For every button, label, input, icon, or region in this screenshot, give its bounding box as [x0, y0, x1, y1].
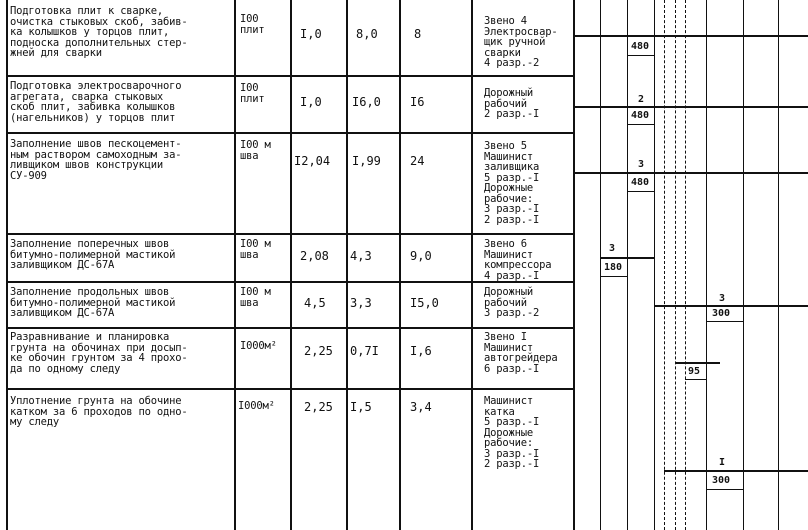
gantt-worker-count: 3: [719, 293, 726, 304]
gantt-bar: [676, 362, 720, 364]
gantt-cell-underline: [600, 276, 627, 277]
norm-cell: 4,3: [350, 249, 372, 263]
labor-cell: I6: [410, 95, 425, 109]
unit-cell: I00 м шва: [240, 238, 271, 261]
gantt-duration-label: 300: [712, 475, 731, 486]
row-divider: [6, 75, 574, 77]
column-divider: [573, 0, 575, 530]
quantity-cell: I,0: [300, 95, 322, 109]
quantity-cell: 2,25: [304, 344, 333, 358]
gantt-worker-count: 3: [638, 159, 645, 170]
quantity-cell: 4,5: [304, 296, 326, 310]
crew-cell: Звено I Машинист автогрейдера 6 разр.-I: [484, 331, 558, 375]
gantt-bar: [654, 305, 808, 307]
column-divider: [290, 0, 292, 530]
crew-cell: Звено 4 Электросвар- щик ручной сварки 4 разр.-2: [484, 15, 558, 69]
crew-cell: Звено 6 Машинист компрессора 4 разр.-I: [484, 238, 552, 282]
gantt-worker-count: 3: [609, 243, 616, 254]
column-divider: [234, 0, 236, 530]
column-divider: [471, 0, 473, 530]
row-divider: [6, 327, 574, 329]
unit-cell: I00 плит: [240, 82, 265, 105]
unit-cell: I000м²: [238, 400, 275, 412]
row-divider: [6, 132, 574, 134]
gantt-dashed-guide: [675, 0, 676, 530]
gantt-bar: [664, 470, 808, 472]
crew-cell: Дорожный рабочий 2 разр.-I: [484, 87, 540, 120]
work-description: Заполнение поперечных швов битумно-полимерной мастикой заливщиком ДС-67А: [10, 238, 176, 271]
quantity-cell: 2,08: [300, 249, 329, 263]
gantt-divider: [743, 0, 744, 530]
gantt-divider: [600, 0, 601, 530]
labor-cell: 24: [410, 154, 425, 168]
gantt-duration-label: 95: [688, 366, 701, 377]
gantt-cell-underline: [627, 124, 654, 125]
gantt-divider: [654, 0, 655, 530]
norm-cell: I,99: [352, 154, 381, 168]
unit-cell: I00 м шва: [240, 139, 271, 162]
norm-cell: I,5: [350, 400, 372, 414]
gantt-duration-label: 300: [712, 308, 731, 319]
work-description: Заполнение продольных швов битумно-полимерной мастикой заливщиком ДС-67А: [10, 286, 176, 319]
work-description: Разравнивание и планировка грунта на обочинах при досып- ке обочин грунтом за 4 прохо- да по одному следу: [10, 331, 188, 375]
gantt-divider: [778, 0, 779, 530]
labor-cell: 3,4: [410, 400, 432, 414]
column-divider: [346, 0, 348, 530]
table-border-left: [6, 0, 8, 530]
unit-cell: I000м²: [240, 340, 277, 352]
norm-cell: 3,3: [350, 296, 372, 310]
gantt-bar: [574, 35, 808, 37]
norm-cell: 8,0: [356, 27, 378, 41]
unit-cell: I00 м шва: [240, 286, 271, 309]
crew-cell: Машинист катка 5 разр.-I Дорожные рабочие: 3 разр.-I 2 разр.-I: [484, 395, 540, 470]
unit-cell: I00 плит: [240, 13, 265, 36]
gantt-cell-underline: [685, 379, 706, 380]
labor-cell: I,6: [410, 344, 432, 358]
work-description: Заполнение швов пескоцемент- ным раствором самоходным за- ливщиком швов конструкции СУ-909: [10, 138, 182, 182]
work-description: Уплотнение грунта на обочине катком за 6 проходов по одно- му следу: [10, 395, 188, 428]
gantt-bar: [574, 172, 808, 174]
gantt-duration-label: 180: [604, 262, 623, 273]
work-description: Подготовка электросварочного агрегата, сварка стыковых скоб плит, забивка колышков (нагельников) у торцов плит: [10, 80, 182, 124]
quantity-cell: I2,04: [294, 154, 331, 168]
norm-cell: 0,7I: [350, 344, 379, 358]
gantt-bar: [574, 106, 808, 108]
crew-cell: Звено 5 Машинист заливщика 5 разр.-I Дорожные рабочие: 3 разр.-I 2 разр.-I: [484, 140, 540, 226]
gantt-bar: [600, 257, 654, 259]
quantity-cell: I,0: [300, 27, 322, 41]
gantt-cell-underline: [627, 55, 654, 56]
row-divider: [6, 388, 574, 390]
gantt-divider: [706, 0, 707, 530]
labor-cell: I5,0: [410, 296, 439, 310]
row-divider: [6, 233, 574, 235]
gantt-duration-label: 480: [631, 41, 650, 52]
norm-cell: I6,0: [352, 95, 381, 109]
gantt-dashed-guide: [664, 0, 665, 530]
labor-cell: 8: [414, 27, 422, 41]
gantt-divider: [627, 0, 628, 530]
gantt-duration-label: 480: [631, 110, 650, 121]
gantt-cell-underline: [706, 321, 743, 322]
gantt-duration-label: 480: [631, 177, 650, 188]
labor-cell: 9,0: [410, 249, 432, 263]
quantity-cell: 2,25: [304, 400, 333, 414]
gantt-worker-count: I: [719, 457, 726, 468]
work-description: Подготовка плит к сварке, очистка стыковых скоб, забив- ка колышков у торцов плит, подноска дополнительных стер- жней для сварки: [10, 5, 188, 59]
gantt-cell-underline: [706, 489, 743, 490]
gantt-worker-count: 2: [638, 94, 645, 105]
column-divider: [399, 0, 401, 530]
crew-cell: Дорожный рабочий 3 разр.-2: [484, 286, 540, 319]
gantt-cell-underline: [627, 191, 654, 192]
gantt-dashed-guide: [685, 0, 686, 530]
